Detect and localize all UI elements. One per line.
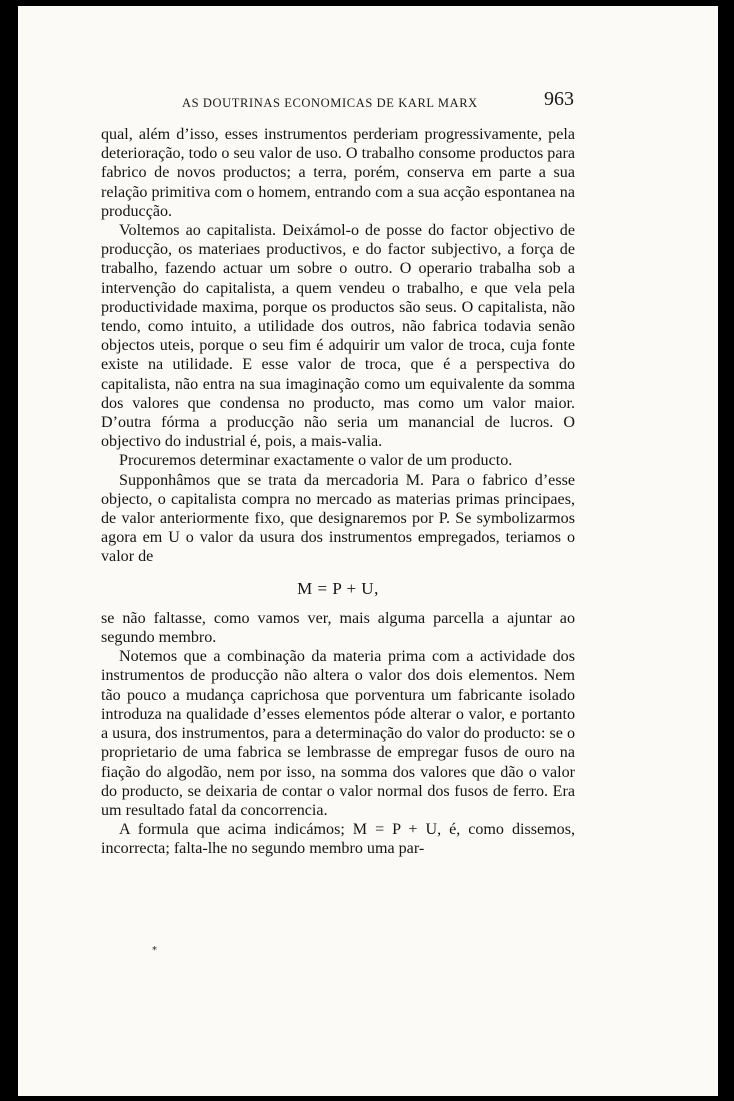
formula: M = P + U,	[297, 578, 379, 598]
paragraph-2: Voltemos ao capitalista. Deixámol-o de posse do factor objectivo de producção, os materiaes productivos, e do factor subjectivo, a força de trabalho, fazendo actuar um sobre o outro. O operario trabalha sob a intervenção do capitalista, a quem vendeu o trabalho, e que vela pela productividade maxima, porque os productos são seus. O capitalista, não tendo, como intuito, a utilidade dos outros, não fabrica todavia senão objectos uteis, porque o seu fim é adquirir um valor de troca, cuja fonte existe na utilidade. E esse valor de troca, que é a perspectiva do capitalista, não entra na sua imaginação como um equivalente da somma dos valores que condensa no producto, mas como um valor maior. D’outra fórma a producção não seria um manancial de lucros. O objectivo do industrial é, pois, a mais-valia.	[101, 222, 575, 451]
page-body	[101, 125, 575, 859]
paragraph-4: Supponhâmos que se trata da mercadoria M. Para o fabrico d’esse objecto, o capitalista compra no mercado as materias primas principaes, de valor anteriormente fixo, que designaremos por P. Se symbolizarmos agora em U o valor da usura dos instrumentos empregados, teriamos o valor de	[101, 471, 575, 566]
paragraph-3: Procuremos determinar exactamente o valor de um producto.	[119, 452, 513, 470]
paragraph-6: Notemos que a combinação da materia prima com a actividade dos instrumentos de producção não altera o valor dos dois elementos. Nem tão pouco a mudança caprichosa que porventura um fabricante isolado introduza na qualidade d’esses elementos póde alterar o valor, e portanto a usura, dos instrumentos, para a determinação do valor do producto: se o proprietario de uma fabrica se lembrasse de empregar fusos de ouro na fiação do algodão, nem por isso, na somma dos valores que dão o valor do producto, se deixaria de contar o valor normal dos fusos de ferro. Era um resultado fatal da concorrencia.	[101, 648, 575, 819]
paragraph-1: qual, além d’isso, esses instrumentos perderiam progressivamente, pela deterioração, todo o seu valor de uso. O trabalho consome productos para fabrico de novos productos; a terra, porém, conserva em parte a sua relação primitiva com o homem, entrando com a sua acção espontanea na producção.	[101, 126, 575, 220]
paragraph-7: A formula que acima indicámos; M = P + U, é, como dissemos, incorrecta; falta-lhe no segundo membro uma par-	[101, 821, 575, 858]
paragraph-5-continuation: se não faltasse, como vamos ver, mais alguma parcella a ajuntar ao segundo membro.	[101, 609, 575, 647]
footer-asterisk: *	[152, 945, 157, 956]
running-head: AS DOUTRINAS ECONOMICAS DE KARL MARX	[182, 96, 478, 110]
page-number: 963	[544, 88, 574, 110]
